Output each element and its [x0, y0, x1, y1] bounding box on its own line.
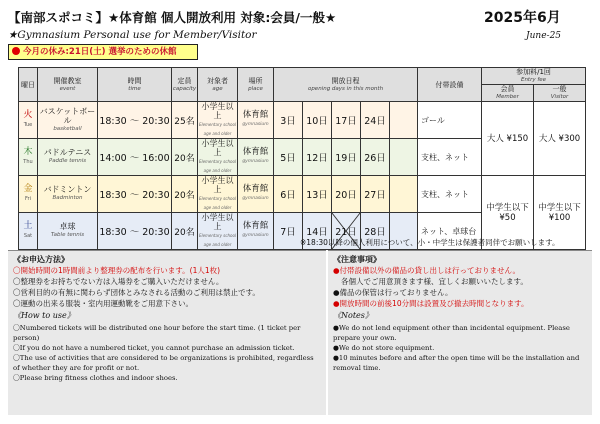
- capacity-cell: 25名: [172, 102, 198, 139]
- place-cell: 体育館 gymnasium: [238, 139, 274, 176]
- event-cell: パドルテニス Paddle tennis: [38, 139, 98, 176]
- notes-title-en: 《Notes》: [333, 311, 373, 320]
- day-cell: 金 Fri: [19, 176, 38, 213]
- fee-child-member: 中学生以下 ¥50: [482, 176, 534, 250]
- header-time: 時間 time: [98, 68, 172, 102]
- date-cell-empty: [390, 102, 418, 139]
- apply-item-en: 〇Numbered tickets will be distributed one hour before the start time. (1 ticket per person): [13, 324, 301, 342]
- header-capacity: 定員 capacity: [172, 68, 198, 102]
- apply-item-en: 〇Please bring fitness clothes and indoor shoes.: [13, 374, 178, 382]
- apply-item: 〇整理券をお持ちでない方は入場券をご購入いただけません。: [13, 277, 224, 286]
- date-cell: 20日: [332, 176, 361, 213]
- notes-item: ●開放時間の前後10分間は設置及び撤去時間となります。: [333, 299, 529, 308]
- date-cell: 5日: [274, 139, 303, 176]
- date-cell-closed: 21日: [332, 213, 361, 250]
- date-cell-empty: [390, 176, 418, 213]
- event-cell: 卓球 Table tennis: [38, 213, 98, 250]
- target-cell: 小学生以上 Elementary school age and older: [198, 102, 238, 139]
- time-cell: 18:30 ～ 20:30: [98, 213, 172, 250]
- schedule-table: [18, 67, 586, 250]
- notes-item-en: ●10 minutes before and after the open time will be the installation and removal time.: [333, 354, 580, 372]
- place-cell: 体育館 gymnasium: [238, 176, 274, 213]
- apply-item: 〇営利目的の有無に関わらず団体とみなされる活動のご利用は禁止です。: [13, 288, 260, 297]
- date-cell: 26日: [361, 139, 390, 176]
- date-cell: 24日: [361, 102, 390, 139]
- time-cell: 14:00 ～ 16:00: [98, 139, 172, 176]
- closure-notice-text: 今月の休み:21日(土) 選挙のための休館: [23, 47, 177, 57]
- notes-item: 各個人でご用意頂きます様、宜しくお願いいたします。: [341, 277, 528, 286]
- header-member: 会員 Member: [482, 85, 534, 102]
- month-label-en: June-25: [526, 31, 562, 41]
- date-cell: 6日: [274, 176, 303, 213]
- target-cell: 小学生以上 Elementary school age and older: [198, 139, 238, 176]
- date-cell-empty: [390, 139, 418, 176]
- month-label: 2025年6月: [484, 10, 561, 26]
- capacity-cell: 20名: [172, 139, 198, 176]
- table-row: [19, 102, 586, 139]
- day-cell: 木 Thu: [19, 139, 38, 176]
- header-equipment: 付帯設備: [418, 68, 482, 102]
- notes-item-en: ●We do not store equipment.: [333, 344, 435, 352]
- date-cell: 7日: [274, 213, 303, 250]
- day-cell: 火 Tue: [19, 102, 38, 139]
- subtitle-en: ★Gymnasium Personal use for Member/Visitor: [8, 29, 257, 41]
- fee-adult-general: 大人 ¥300: [534, 102, 586, 176]
- apply-item-en: 〇The use of activities that are considered to be organizations is prohibited, regardless of whether they are for profit or not.: [13, 354, 314, 372]
- equipment-cell: ネット、卓球台: [418, 213, 482, 250]
- time-cell: 18:30 ～ 20:30: [98, 176, 172, 213]
- apply-title: 《お申込方法》: [13, 255, 69, 264]
- capacity-cell: 20名: [172, 213, 198, 250]
- fee-adult-member: 大人 ¥150: [482, 102, 534, 176]
- header-general: 一般 Visitor: [534, 85, 586, 102]
- date-cell: 28日: [361, 213, 390, 250]
- event-cell: バドミントン Badminton: [38, 176, 98, 213]
- notes-item: ●付帯設備以外の備品の貸し出しは行っておりません。: [333, 266, 520, 275]
- red-dot-icon: [12, 47, 20, 55]
- header-fee: 参加料/1回 Entry fee: [482, 68, 586, 85]
- table-row: [19, 176, 586, 213]
- date-cell: 12日: [303, 139, 332, 176]
- notes-title: 《注意事項》: [333, 255, 381, 264]
- header-day: 曜日: [19, 68, 38, 102]
- date-cell: 13日: [303, 176, 332, 213]
- equipment-cell: ゴール: [418, 102, 482, 139]
- application-section: [8, 250, 326, 415]
- apply-title-en: 《How to use》: [13, 311, 75, 320]
- apply-item: 〇運動の出来る服装・室内用運動靴をご用意下さい。: [13, 299, 193, 308]
- apply-item: 〇開始時間の1時間前より整理券の配布を行います。(1人1枚): [13, 266, 221, 275]
- day-cell: 土 Sat: [19, 213, 38, 250]
- date-cell: 3日: [274, 102, 303, 139]
- header-place: 場所 place: [238, 68, 274, 102]
- equipment-cell: 支柱、ネット: [418, 176, 482, 213]
- date-cell: 14日: [303, 213, 332, 250]
- equipment-cell: 支柱、ネット: [418, 139, 482, 176]
- fee-child-general: 中学生以下 ¥100: [534, 176, 586, 250]
- header-days: 開放日程 opening days in this month: [274, 68, 418, 102]
- date-cell: 19日: [332, 139, 361, 176]
- place-cell: 体育館 gymnasium: [238, 213, 274, 250]
- place-cell: 体育館 gymnasium: [238, 102, 274, 139]
- table-footnote: ※18:30以降の個人利用について、小・中学生は保護者同伴でお願いします。: [300, 238, 560, 247]
- date-cell: 10日: [303, 102, 332, 139]
- capacity-cell: 20名: [172, 176, 198, 213]
- date-cell: 17日: [332, 102, 361, 139]
- time-cell: 18:30 ～ 20:30: [98, 102, 172, 139]
- event-cell: バスケットボール basketball: [38, 102, 98, 139]
- header-event: 開催教室 event: [38, 68, 98, 102]
- target-cell: 小学生以上 Elementary school age and older: [198, 176, 238, 213]
- notes-item: ●備品の保管は行っておりません。: [333, 288, 453, 297]
- apply-item-en: 〇If you do not have a numbered ticket, you cannot purchase an admission ticket.: [13, 344, 295, 352]
- header-age: 対象者 age: [198, 68, 238, 102]
- closure-notice: [8, 44, 198, 60]
- date-cell: 27日: [361, 176, 390, 213]
- notes-item-en: ●We do not lend equipment other than incidental equipment. Please prepare your own.: [333, 324, 570, 342]
- target-cell: 小学生以上 Elementary school age and older: [198, 213, 238, 250]
- notes-section: [328, 250, 592, 415]
- page-title: 【南部スポコミ】★体育館 個人開放利用 対象:会員/一般★: [8, 10, 337, 25]
